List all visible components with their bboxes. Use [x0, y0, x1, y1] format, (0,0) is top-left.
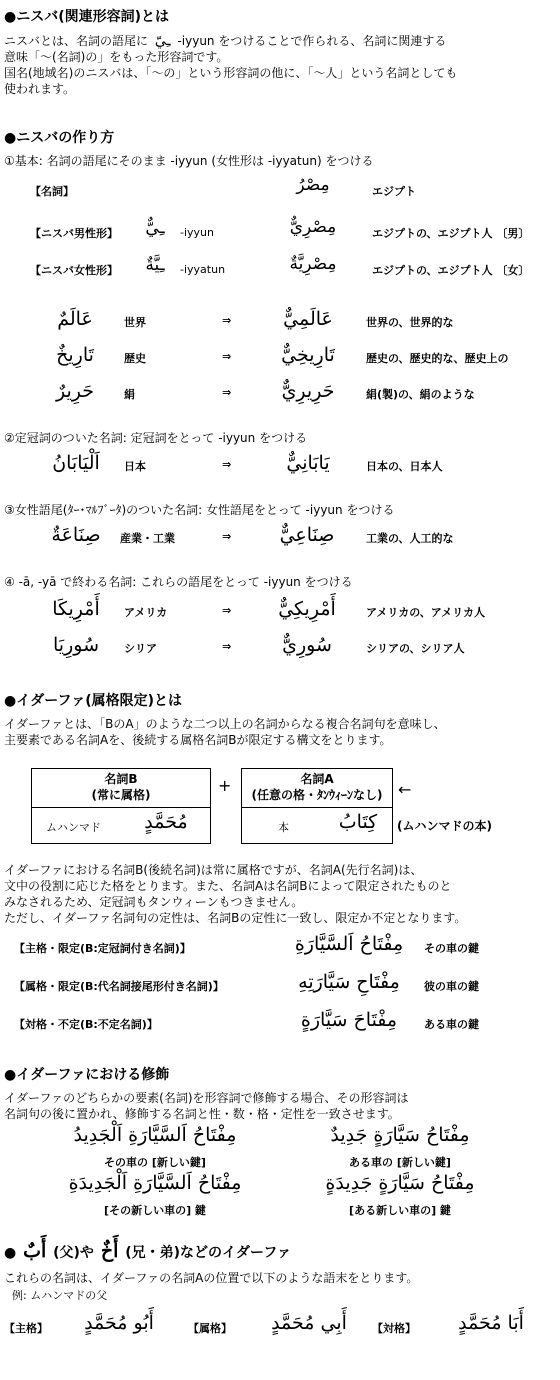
nisba-word: صِنَاعِيٌّ	[279, 524, 335, 546]
arabic-word: أَمْرِيكَا	[52, 598, 100, 620]
modified-phrase-meaning: [ある新しい車の] 鍵	[349, 1204, 451, 1217]
arrow-icon: ⇒	[222, 386, 232, 399]
meaning: 日本の、日本人	[366, 460, 443, 473]
nisba-word: عَالَمِيٌّ	[283, 308, 333, 330]
noun-b-box	[31, 768, 211, 844]
paragraph-line: 主要素である名詞Aを、後続する属格名詞Bが限定する構文をとります。	[4, 733, 392, 747]
paragraph-line: 文中の役割に応じた格をとります。また、名詞Aは名詞Bによって限定されたものと	[4, 879, 452, 893]
arabic-word: تَارِيخٌ	[56, 344, 94, 366]
example-arabic: مِفْتَاحَ سَيَّارَةٍ	[300, 1009, 398, 1031]
box-divider	[32, 807, 210, 808]
meaning: エジプトの、エジプト人 〔女〕	[372, 264, 530, 277]
case-label: 【属格】	[188, 1322, 232, 1335]
arabic-word: مِصْرُ	[296, 175, 330, 195]
paragraph-line: イダーファにおける名詞B(後続名詞)は常に属格ですが、名詞A(先行名詞)は、	[4, 863, 423, 877]
japanese-word: 歴史	[124, 352, 146, 365]
arrow-icon: ⇒	[222, 604, 232, 617]
example-meaning: その車の鍵	[424, 942, 479, 955]
arabic-word: مِصْرِيٌّ	[289, 217, 337, 237]
rule-basic: ①基本: 名詞の語尾にそのまま -iyyun (女性形は -iyyatun) をつける	[4, 154, 374, 168]
arabic-word: مِصْرِيَّةٌ	[289, 254, 337, 274]
paragraph-line: これらの名詞は、イダーファの名詞Aの位置で以下のような語末をとります。	[4, 1271, 419, 1285]
rule-a-ending: ④ -ā, -yā で終わる名詞: これらの語尾をとって -iyyun をつける	[4, 575, 353, 589]
meaning: シリアの、シリア人	[366, 642, 465, 655]
arabic-suffix: ـِيّ	[154, 33, 171, 49]
text-span: (兄・弟)などのイダーファ	[125, 1245, 292, 1261]
meaning: エジプト	[372, 185, 416, 198]
nisba-word: يَابَانِيٌّ	[286, 452, 330, 474]
arabic-word: عَالَمٌ	[57, 308, 93, 330]
paragraph-line: イダーファとは、「BのA」のような二つ以上の名詞からなる複合名詞句を意味し、	[4, 717, 446, 731]
bullet: ●	[4, 1245, 17, 1261]
nisba-word: تَارِيخِيٌّ	[281, 344, 335, 366]
box-subtitle: (常に属格)	[91, 788, 151, 802]
arabic-suffix: ـِيٌّ	[145, 218, 165, 238]
text-span: (父)や	[53, 1245, 99, 1261]
example-arabic: مِفْتَاحِ سَيَّارَتِهِ	[298, 971, 400, 993]
box-title: 名詞A	[300, 772, 334, 786]
arabic-father: أَبٌ	[23, 1240, 47, 1262]
section-title-ab-akh	[4, 1240, 291, 1262]
nisba-word: سُورِيٌّ	[282, 634, 332, 656]
paragraph-line: 使われます。	[4, 82, 76, 96]
japanese-word: 産業・工業	[120, 532, 175, 545]
japanese-word: シリア	[124, 642, 157, 655]
box-subtitle: (任意の格・ﾀﾝｳｨｰﾝなし)	[251, 788, 383, 802]
case-arabic: أَبَا مُحَمَّدٍ	[458, 1312, 524, 1334]
arabic-word: صِنَاعَةٌ	[51, 524, 101, 546]
japanese-word: 絹	[124, 388, 135, 401]
box-arabic: كِتَابُ	[338, 811, 378, 833]
meaning: 世界の、世界的な	[366, 316, 454, 329]
section-title-modification: ●イダーファにおける修飾	[4, 1067, 170, 1083]
arrow-icon: ⇒	[222, 350, 232, 363]
arabic-word: سُورِيَا	[53, 634, 99, 656]
arabic-brother: أَخٌ	[100, 1240, 119, 1262]
case-label: 【対格】	[372, 1322, 416, 1335]
case-arabic: أَبِي مُحَمَّدٍ	[271, 1312, 347, 1334]
modified-phrase-meaning: [その新しい車の] 鍵	[104, 1204, 206, 1217]
case-label: 【主格】	[4, 1322, 48, 1335]
plus-icon: +	[218, 776, 232, 795]
arrow-icon: ⇒	[222, 640, 232, 653]
modified-phrase-arabic: مِفْتَاحُ سَيَّارَةٍ جَدِيدٌ	[330, 1124, 470, 1146]
box-japanese: 本	[278, 821, 289, 834]
modified-phrase-meaning: ある車の [新しい鍵]	[349, 1156, 451, 1169]
meaning: エジプトの、エジプト人 〔男〕	[372, 227, 530, 240]
japanese-word: 世界	[124, 316, 146, 329]
paragraph-line: ただし、イダーファ名詞句の定性は、名詞Bの定性に一致し、限定か不定となります。	[4, 911, 467, 925]
paragraph-line	[4, 33, 446, 49]
arabic-suffix: ـِيَّةٌ	[145, 255, 165, 275]
section-title-idafa: ●イダーファ(属格限定)とは	[4, 693, 183, 709]
example-label: 【対格・不定(B:不定名詞)】	[14, 1018, 158, 1031]
nisba-word: حَرِيرِيٌّ	[281, 380, 335, 402]
meaning: 歴史の、歴史的な、歴史上の	[366, 352, 509, 365]
arrow-icon: ⇒	[222, 314, 232, 327]
box-japanese: ムハンマド	[46, 821, 101, 834]
idafa-result: (ムハンマドの本)	[397, 819, 492, 833]
transliteration: -iyyun	[180, 226, 214, 239]
paragraph-line: 名詞句の後に置かれ、修飾する名詞と性・数・格・定性を一致させます。	[4, 1107, 400, 1121]
paragraph-line: 国名(地域名)のニスバは、「～の」という形容詞の他に、「～人」という名詞としても	[4, 66, 458, 80]
left-arrow-icon: ←	[398, 780, 412, 799]
box-arabic: مُحَمَّدٍ	[144, 811, 188, 833]
paragraph-line: みなされるため、定冠詞もタンウィーンもつきません。	[4, 895, 304, 909]
example-meaning: ある車の鍵	[424, 1018, 479, 1031]
arrow-icon: ⇒	[222, 530, 232, 543]
modified-phrase-arabic: مِفْتَاحُ اَلسَّيَّارَةِ اَلْجَدِيدُ	[73, 1124, 237, 1146]
modified-phrase-meaning: その車の [新しい鍵]	[104, 1156, 206, 1169]
arabic-word: اَلْيَابَانُ	[52, 452, 100, 474]
example-label: 【属格・限定(B:代名詞接尾形付き名詞)】	[14, 980, 224, 993]
text-span: ニスバとは、名詞の語尾に	[4, 34, 149, 48]
section-title-nisba: ●ニスバ(関連形容詞)とは	[4, 9, 170, 25]
example-label: 【主格・限定(B:定冠詞付き名詞)】	[14, 942, 191, 955]
modified-phrase-arabic: مِفْتَاحُ اَلسَّيَّارَةِ اَلْجَدِيدَةِ	[68, 1172, 242, 1194]
rule-definite: ②定冠詞のついた名詞: 定冠詞をとって -iyyun をつける	[4, 431, 308, 445]
row-label: 【ニスバ女性形】	[30, 264, 118, 277]
text-span: -iyyun をつけることで作られる、名詞に関連する	[177, 34, 447, 48]
nisba-word: أَمْرِيكِيٌّ	[278, 598, 336, 620]
row-label: 【ニスバ男性形】	[30, 227, 118, 240]
paragraph-line: イダーファのどちらかの要素(名詞)を形容詞で修飾する場合、その形容詞は	[4, 1091, 409, 1105]
arabic-word: حَرِيرٌ	[56, 380, 94, 402]
box-title: 名詞B	[104, 772, 138, 786]
box-divider	[242, 807, 392, 808]
rule-feminine: ③女性語尾(ﾀｰ･ﾏﾙﾌﾞｰﾀ)のついた名詞: 女性語尾をとって -iyyun をつける	[4, 503, 395, 517]
japanese-word: 日本	[124, 460, 146, 473]
example-label: 例: ムハンマドの父	[12, 1289, 108, 1302]
japanese-word: アメリカ	[124, 606, 168, 619]
row-label: 【名詞】	[30, 185, 74, 198]
meaning: 工業の、人工的な	[366, 532, 454, 545]
transliteration: -iyyatun	[180, 263, 226, 276]
example-arabic: مِفْتَاحُ اَلسَّيَّارَةِ	[294, 933, 404, 955]
section-title-nisba-howto: ●ニスバの作り方	[4, 130, 115, 146]
meaning: 絹(製)の、絹のような	[366, 388, 475, 401]
paragraph-line: 意味「～(名詞)の」をもった形容詞です。	[4, 50, 229, 64]
example-meaning: 彼の車の鍵	[424, 980, 479, 993]
arrow-icon: ⇒	[222, 458, 232, 471]
meaning: アメリカの、アメリカ人	[366, 606, 486, 619]
noun-a-box	[241, 768, 393, 844]
case-arabic: أَبُو مُحَمَّدٍ	[84, 1312, 154, 1334]
modified-phrase-arabic: مِفْتَاحُ سَيَّارَةٍ جَدِيدَةٍ	[325, 1172, 475, 1194]
